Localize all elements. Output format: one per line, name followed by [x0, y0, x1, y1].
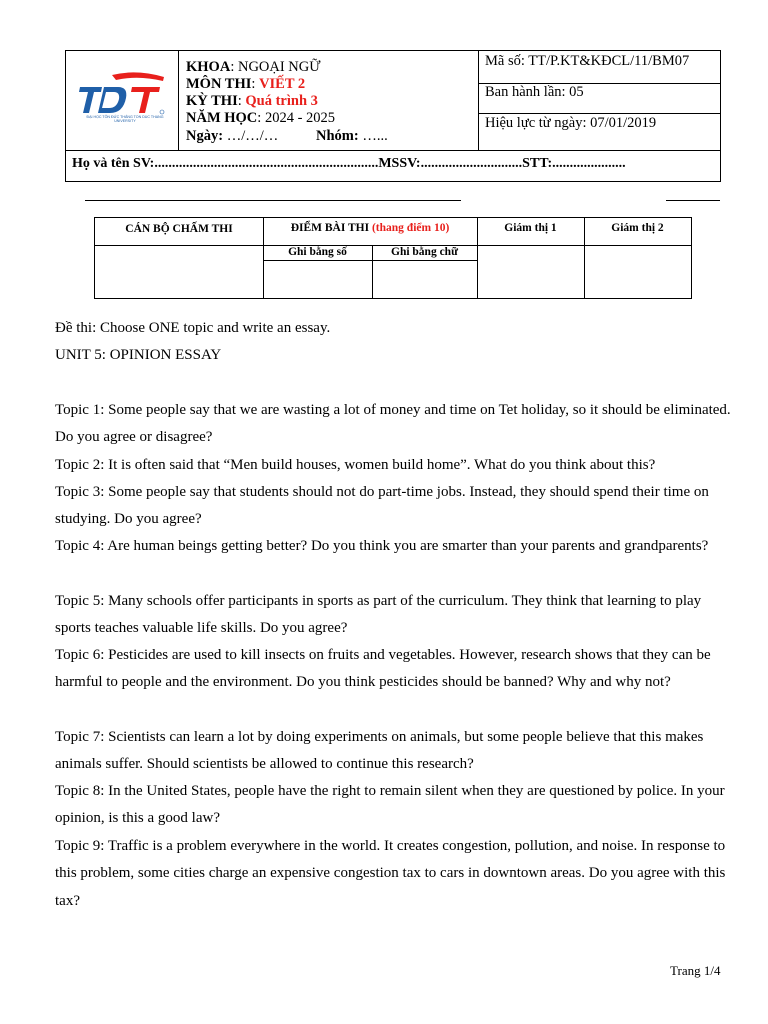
score-scale-label: (thang điểm 10): [371, 222, 450, 234]
nhom-line: [316, 128, 388, 145]
ky-thi-label: KỲ THI: [186, 93, 238, 109]
proctor-1-header: Giám thị 1: [504, 222, 557, 234]
form-code: Mã số: TT/P.KT&KĐCL/11/BM07: [485, 53, 690, 69]
separator-line-left: [85, 200, 461, 201]
nam-hoc-line: NĂM HỌC: 2024 - 2025: [186, 110, 336, 126]
score-header-label: ĐIỂM BÀI THI: [290, 222, 370, 234]
ngay-line: [186, 128, 278, 145]
exam-instruction: Đề thi: Choose ONE topic and write an essay.: [55, 320, 331, 336]
grader-header: CÁN BỘ CHẤM THI: [125, 223, 233, 235]
mon-thi-label: MÔN THI: [186, 76, 252, 92]
nam-hoc-label: NĂM HỌC: [186, 110, 258, 126]
topic-8: Topic 8: In the United States, people have the right to remain silent when they are questioned by police. In your opinion, is this a good law?: [55, 783, 725, 827]
effective-date: Hiệu lực từ ngày: 07/01/2019: [485, 115, 657, 131]
topic-9: Topic 9: Traffic is a problem everywhere in the world. It creates congestion, pollution, and noise. In response to this problem, some cities charge an expensive congestion tax to cars in downtown areas. Do you agree with this tax?: [55, 838, 726, 909]
page-number: Trang 1/4: [670, 963, 721, 978]
ky-thi-line: KỲ THI: Quá trình 3: [186, 93, 318, 109]
score-in-numbers-header: Ghi bằng số: [288, 246, 347, 258]
topic-6: Topic 6: Pesticides are used to kill insects on fruits and vegetables. However, research shows that they can be harmful to people and the environment. Do you think pesticides should be banned? Why and why not?: [55, 647, 711, 691]
topic-3: Topic 3: Some people say that students should not do part-time jobs. Instead, they should spend their time on studying. Do you agree?: [55, 484, 709, 528]
nhom-value: …...: [362, 128, 388, 144]
ngay-value: …/…/…: [226, 128, 279, 144]
ky-thi-value: Quá trình 3: [245, 93, 318, 109]
grading-table: [94, 217, 692, 299]
student-info-line: Họ và tên SV:................................................................MSSV:.............................STT:.....................: [72, 156, 626, 171]
khoa-line: KHOA: NGOẠI NGỮ: [186, 59, 321, 75]
score-in-words-header: Ghi bằng chữ: [391, 246, 458, 258]
topic-4: Topic 4: Are human beings getting better? Do you think you are smarter than your parents and grandparents?: [55, 538, 709, 554]
logo-caption: ĐẠI HỌC TÔN ĐỨC THẮNG TON DUC THANG UNIVERSITY: [86, 115, 164, 124]
mon-thi-line: MÔN THI: VIẾT 2: [186, 76, 306, 92]
grade-row-divider-2: [263, 260, 477, 261]
mon-thi-value: VIẾT 2: [259, 76, 306, 92]
topic-5: Topic 5: Many schools offer participants in sports as part of the curriculum. They think that learning to play sports teaches valuable life skills. Do you agree?: [55, 593, 702, 637]
nhom-label: Nhóm:: [316, 128, 359, 144]
exam-header-box: [65, 50, 721, 182]
student-row-divider: [66, 150, 720, 151]
ngay-label: Ngày:: [186, 128, 224, 144]
issue-number: Ban hành lần: 05: [485, 84, 584, 100]
proctor-2-header: Giám thị 2: [611, 222, 664, 234]
unit-title: UNIT 5: OPINION ESSAY: [55, 347, 222, 363]
topic-2: Topic 2: It is often said that “Men build houses, women build home”. What do you think about this?: [55, 457, 656, 473]
score-header: [263, 222, 477, 234]
meta-divider-2: [478, 113, 720, 114]
topic-1: Topic 1: Some people say that we are wasting a lot of money and time on Tet holiday, so it should be eliminated. Do you agree or disagree?: [55, 402, 731, 446]
university-logo: [76, 71, 168, 127]
nam-hoc-value: 2024 - 2025: [264, 110, 336, 126]
separator-line-right: [666, 200, 720, 201]
header-divider-left: [178, 51, 179, 150]
topic-7: Topic 7: Scientists can learn a lot by doing experiments on animals, but some people believe that this makes animals suffer. Should scientists be allowed to continue this research?: [55, 729, 704, 773]
header-divider-right: [478, 51, 479, 150]
khoa-label: KHOA: [186, 59, 231, 75]
khoa-value: NGOẠI NGỮ: [237, 59, 321, 75]
